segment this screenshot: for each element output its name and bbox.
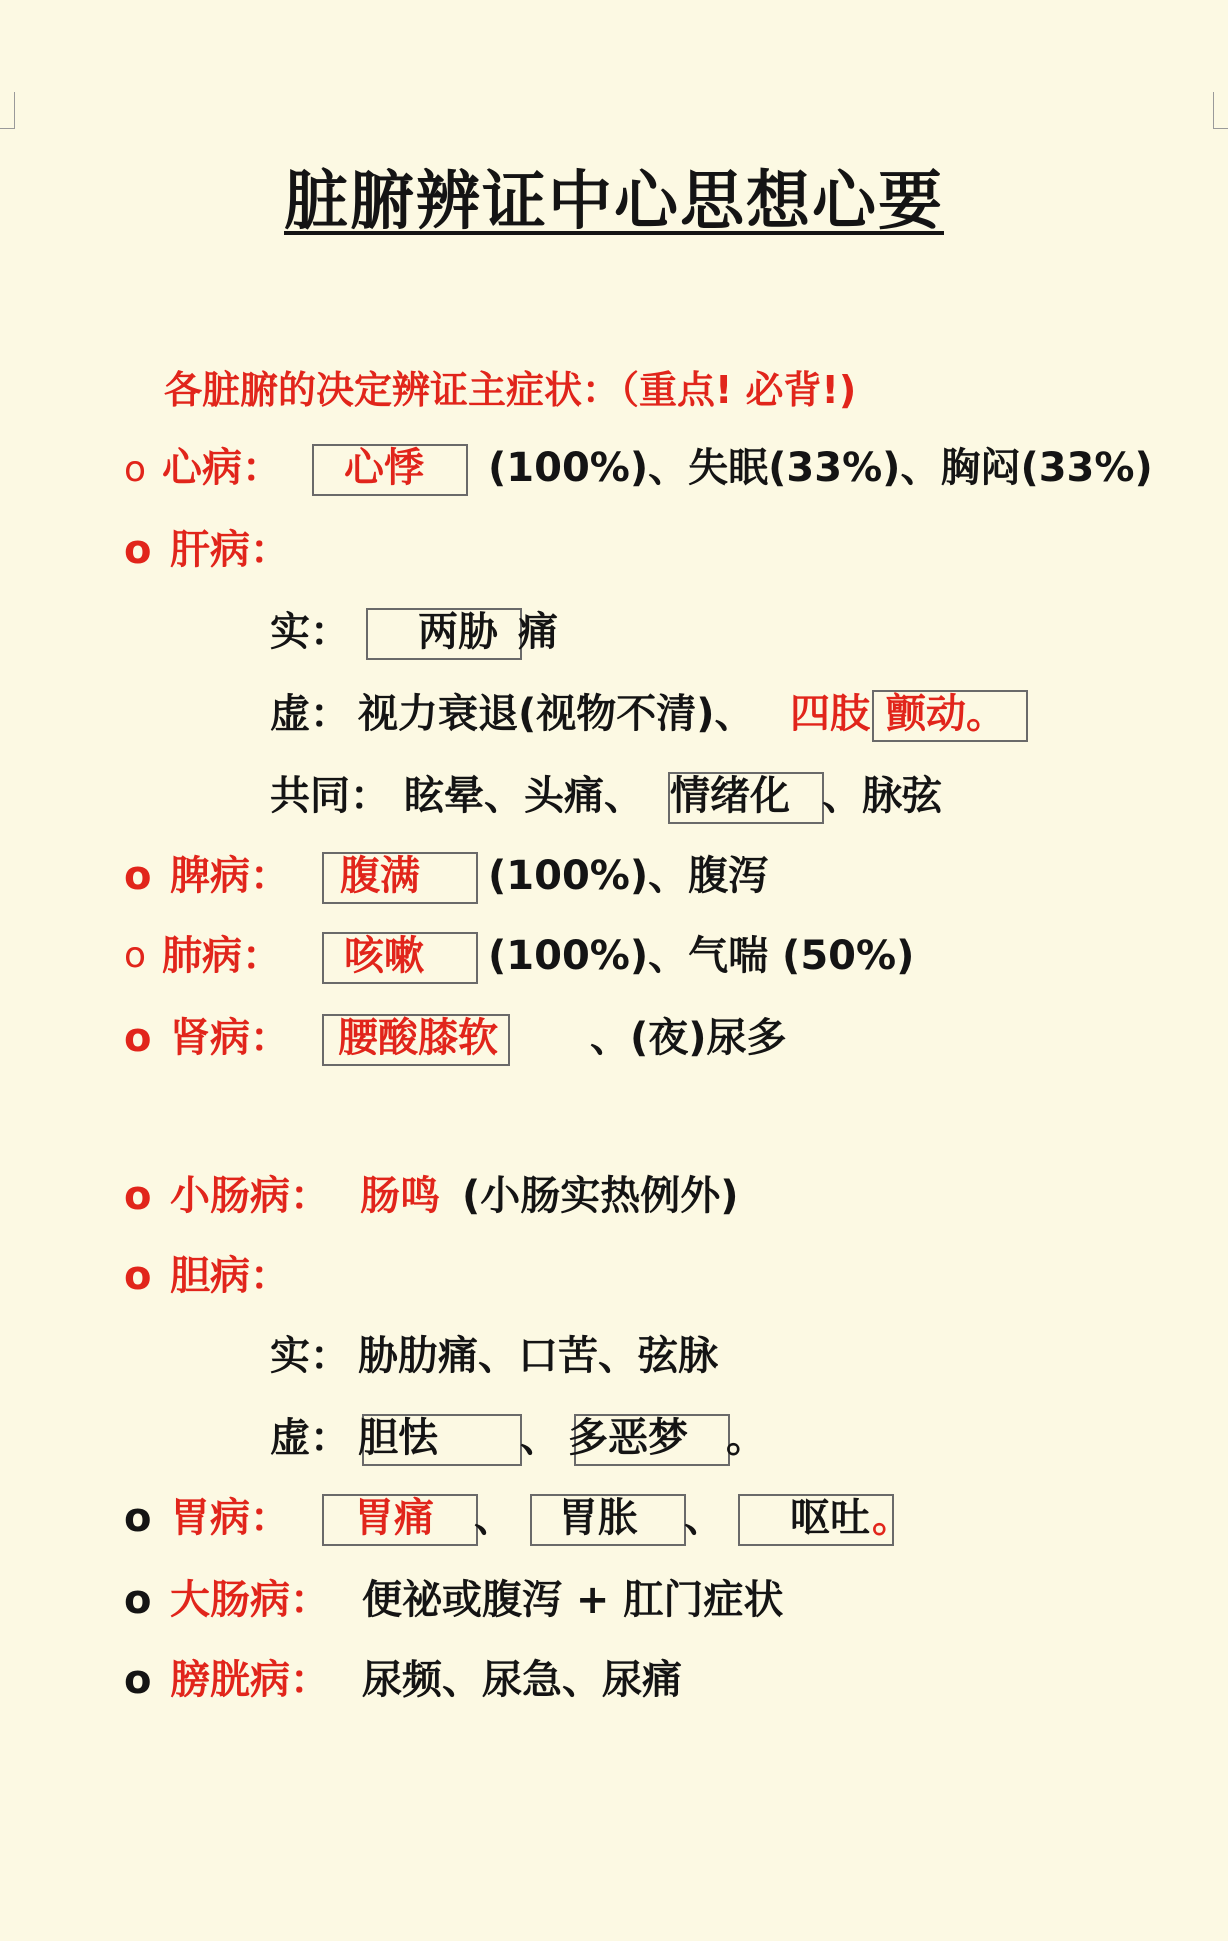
spleen-other-symptoms: (100%)、腹泻 bbox=[488, 853, 769, 899]
bullet: o bbox=[124, 1657, 152, 1703]
period: 。 bbox=[872, 1495, 912, 1541]
liver-deficiency-label: 虚： bbox=[270, 691, 350, 737]
liver-label: 肝病： bbox=[170, 527, 290, 573]
heart-key-symptom: 心悸 bbox=[344, 445, 424, 491]
heart-other-symptoms: (100%)、失眠(33%)、胸闷(33%) bbox=[488, 445, 1153, 491]
lung-other-symptoms: (100%)、气喘 (50%) bbox=[488, 933, 915, 979]
separator: 、 bbox=[474, 1495, 514, 1541]
large-intestine-label: 大肠病： bbox=[170, 1577, 330, 1623]
heart-label: 心病： bbox=[162, 445, 282, 491]
bullet: o bbox=[124, 1577, 152, 1623]
gallbladder-deficiency-key2: 多恶梦 bbox=[568, 1415, 688, 1461]
stomach-key3: 呕吐 bbox=[790, 1495, 870, 1541]
stomach-key1: 胃痛 bbox=[354, 1495, 434, 1541]
bullet: o bbox=[124, 1015, 152, 1061]
liver-common-label: 共同： bbox=[270, 773, 390, 819]
liver-excess-label: 实： bbox=[270, 609, 350, 655]
bullet: o bbox=[124, 935, 147, 976]
stomach-key2: 胃胀 bbox=[558, 1495, 638, 1541]
small-intestine-label: 小肠病： bbox=[170, 1173, 330, 1219]
kidney-label: 肾病： bbox=[170, 1015, 290, 1061]
liver-common-key: 情绪化 bbox=[670, 773, 790, 819]
gallbladder-excess-label: 实： bbox=[270, 1333, 350, 1379]
separator: 、 bbox=[520, 1415, 560, 1461]
page-corner-mark bbox=[0, 92, 15, 129]
kidney-key-symptom: 腰酸膝软 bbox=[338, 1015, 498, 1061]
section-heading: 各脏腑的决定辨证主症状：（重点! 必背!) bbox=[164, 368, 857, 412]
liver-deficiency-text: 视力衰退(视物不清)、 bbox=[358, 691, 755, 737]
gallbladder-excess-text: 胁肋痛、口苦、弦脉 bbox=[358, 1333, 718, 1379]
gallbladder-label: 胆病： bbox=[170, 1253, 290, 1299]
bullet: o bbox=[124, 449, 147, 490]
bladder-symptoms: 尿频、尿急、尿痛 bbox=[362, 1657, 682, 1703]
small-intestine-note: (小肠实热例外) bbox=[462, 1173, 739, 1219]
lung-label: 肺病： bbox=[162, 933, 282, 979]
bullet: o bbox=[124, 1173, 152, 1219]
page-title: 脏腑辨证中心思想心要 bbox=[284, 165, 944, 239]
liver-common-rest: 、脉弦 bbox=[822, 773, 942, 819]
liver-deficiency-red: 四肢 bbox=[790, 691, 870, 737]
liver-common-text: 眩晕、头痛、 bbox=[404, 773, 644, 819]
bullet: o bbox=[124, 1495, 152, 1541]
liver-deficiency-key: 颤动。 bbox=[886, 691, 1006, 737]
gallbladder-deficiency-label: 虚： bbox=[270, 1415, 350, 1461]
bullet: o bbox=[124, 853, 152, 899]
bullet: o bbox=[124, 1253, 152, 1299]
gallbladder-deficiency-key1: 胆怯 bbox=[358, 1415, 438, 1461]
stomach-label: 胃病： bbox=[170, 1495, 290, 1541]
spleen-key-symptom: 腹满 bbox=[340, 853, 420, 899]
small-intestine-key: 肠鸣 bbox=[360, 1173, 440, 1219]
page-corner-mark bbox=[1213, 92, 1228, 129]
lung-key-symptom: 咳嗽 bbox=[344, 933, 424, 979]
kidney-other-symptoms: 、(夜)尿多 bbox=[590, 1015, 787, 1061]
liver-excess-key: 两胁 bbox=[418, 609, 498, 655]
bladder-label: 膀胱病： bbox=[170, 1657, 330, 1703]
bullet: o bbox=[124, 527, 152, 573]
period: 。 bbox=[726, 1415, 766, 1461]
large-intestine-symptoms: 便祕或腹泻 + 肛门症状 bbox=[362, 1577, 784, 1623]
liver-excess-rest: 痛 bbox=[518, 609, 558, 655]
spleen-label: 脾病： bbox=[170, 853, 290, 899]
separator: 、 bbox=[684, 1495, 724, 1541]
